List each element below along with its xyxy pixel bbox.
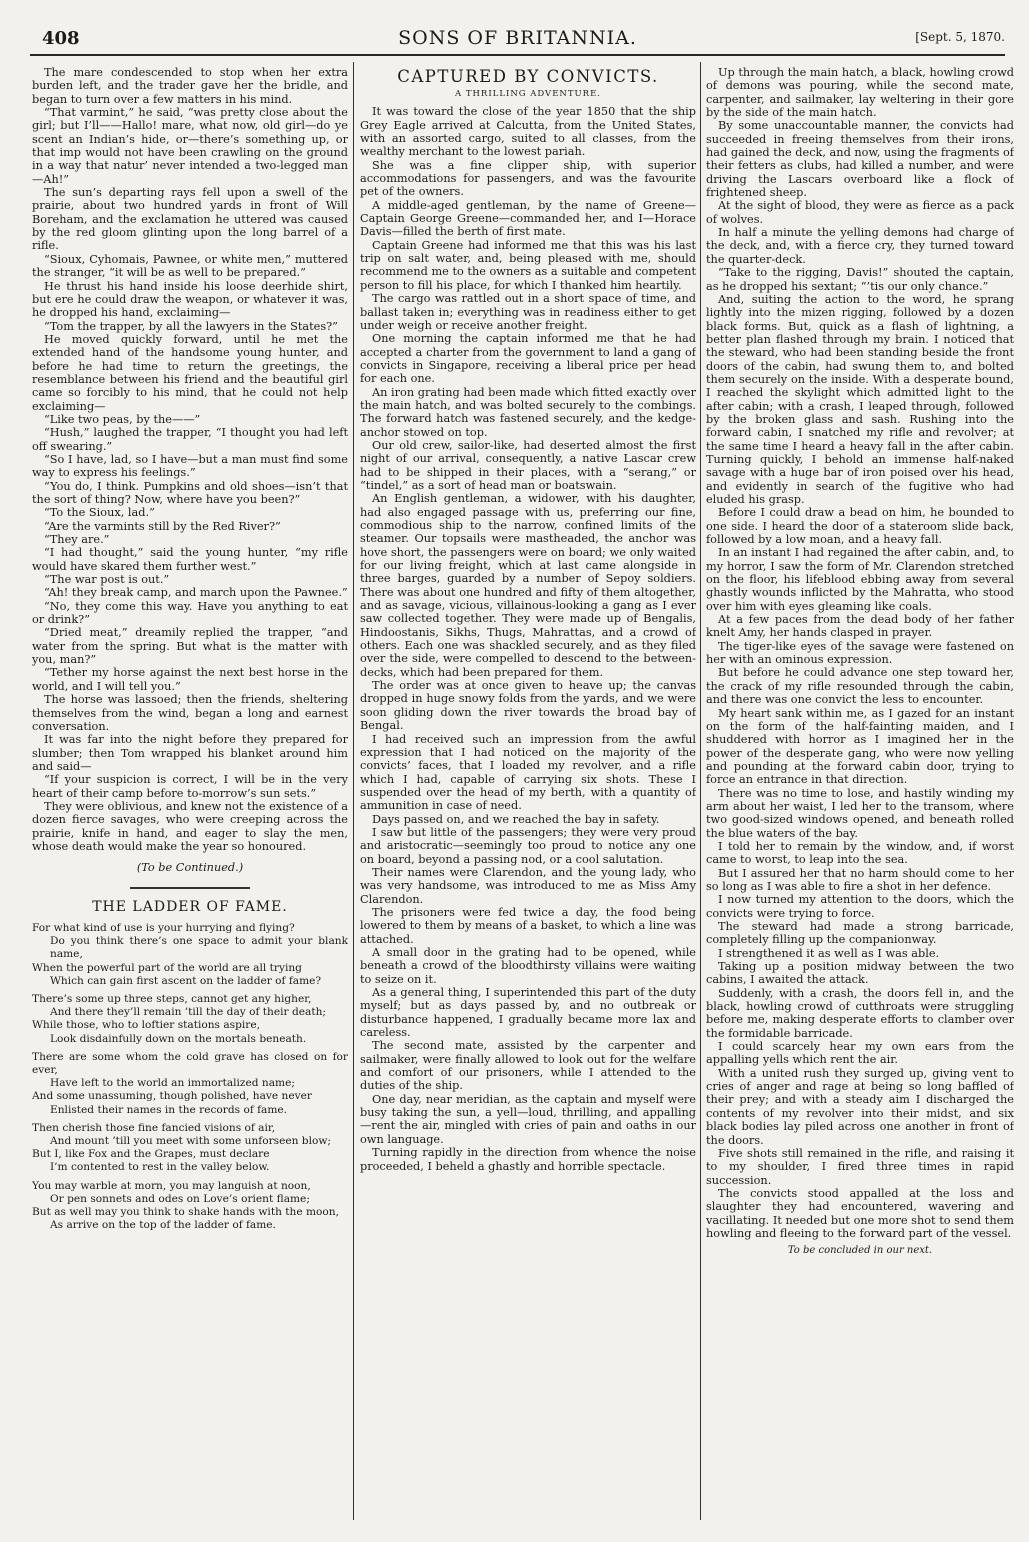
paragraph: Our old crew, sailor-like, had deserted almost the first night of our arrival, consequently, a native Lascar crew had to be shipped in their places, with a “serang,” or “tindel,” as a sort of head man or boatswain. <box>360 438 696 492</box>
paragraph: “To the Sioux, lad.” <box>44 506 155 520</box>
paragraph: By some unaccountable manner, the convicts had succeeded in freeing themselves from their irons, had gained the deck, and now, using the fragments of their fetters as clubs, had killed a number, and were driving the Lascars overboard like a flock of frightened sheep. <box>706 119 1014 200</box>
paragraph: But I assured her that no harm should come to her so long as I was able to fire a shot in her defence. <box>706 866 1014 893</box>
paragraph: And, suiting the action to the word, he sprang lightly into the mizen rigging, followed by a dozen black forms. But, quick as a flash of lightning, a better plan flashed through my brain. I noticed that the steward, who had been standing beside the front doors of the cabin, had swung them to, and bolted them securely on the inside. With a desperate bound, I reached the skylight which admitted light to the after cabin; with a crash, I leaped through, followed by the broken glass and sash. Rushing into the forward cabin, I snatched my rifle and revolver; at the same time I heard a heavy fall in the after cabin. Turning quickly, I behold an immense half-naked savage with a huge bar of iron poised over his head, and evidently in search of the fugitive who had eluded his grasp. <box>706 292 1014 506</box>
paragraph: In an instant I had regained the after cabin, and, to my horror, I saw the form of Mr. Clarendon stretched on the floor, his lifeblood ebbing away from several ghastly wounds inflicted by the Mahratta, who stood over him with eyes gleaming like coals. <box>706 546 1014 613</box>
poem-line: You may warble at morn, you may languish at noon, <box>32 1179 311 1192</box>
serial-story-continuation <box>32 66 348 853</box>
poem-line: Enlisted their names in the records of fame. <box>50 1103 288 1116</box>
paragraph: The order was at once given to heave up; the canvas dropped in huge snowy folds from the yards, and we were soon gliding down the river towards the broad bay of Bengal. <box>360 679 696 733</box>
paragraph: As a general thing, I superintended this part of the duty myself; but as days passed by, and no outbreak or disturbance happened, I gradually became more lax and careless. <box>360 986 696 1040</box>
page-number: 408 <box>42 28 80 49</box>
paragraph: An English gentleman, a widower, with his daughter, had also engaged passage with us, preferring our fine, commodious ship to the narrow, confined limits of the steamer. Our topsails were mastheaded, the anchor was hove short, the passengers were on board; we only waited for our living freight, which at last came alongside in three barges, guarded by a number of Sepoy soldiers. There was about one hundred and fifty of them altogether, and as savage, vicious, villainous-looking a gang as I ever saw collected together. They were made up of Bengalis, Hindoostanis, Sikhs, Thugs, Mahrattas, and a crowd of others. Each one was shackled securely, and as they filed over the side, were compelled to descend to the between-decks, which had been prepared for them. <box>360 492 696 679</box>
column-1 <box>32 66 348 1526</box>
paragraph: “Dried meat,” dreamily replied the trapper, “and water from the spring. But what is the matter with you, man?” <box>32 626 348 667</box>
paragraph: The cargo was rattled out in a short space of time, and ballast taken in; everything was in readiness either to get under weigh or receive another freight. <box>360 292 696 332</box>
paragraph: Up through the main hatch, a black, howling crowd of demons was pouring, while the second mate, carpenter, and sailmaker, lay weltering in their gore by the side of the main hatch. <box>706 66 1014 120</box>
poem-body <box>32 922 348 1237</box>
paragraph: “Ah! they break camp, and march upon the Pawnee.” <box>44 586 348 600</box>
paragraph: One day, near meridian, as the captain and myself were busy taking the sun, a yell—loud, thrilling, and appalling—rent the air, mingled with cries of pain and oaths in our own language. <box>360 1092 696 1146</box>
column-2 <box>360 66 696 1526</box>
poem-line: While those, who to loftier stations aspire, <box>32 1019 260 1032</box>
poem-line: Have left to the world an immortalized name; <box>50 1077 295 1090</box>
paragraph: “You do, I think. Pumpkins and old shoes—isn’t that the sort of thing? Now, where have you been?” <box>32 479 348 506</box>
paragraph: The second mate, assisted by the carpenter and sailmaker, were finally allowed to look out for the welfare and comfort of our prisoners, while I attended to the duties of the ship. <box>360 1039 696 1093</box>
poem-line: Look disdainfully down on the mortals beneath. <box>50 1032 307 1045</box>
poem-line: I’m contented to rest in the valley below. <box>50 1161 270 1174</box>
to-be-concluded: To be concluded in our next. <box>787 1245 933 1257</box>
paragraph: I strengthened it as well as I was able. <box>718 946 940 960</box>
column-rule-2 <box>700 62 701 1520</box>
paragraph: He thrust his hand inside his loose deerhide shirt, but ere he could draw the weapon, or whatever it was, he dropped his hand, exclaiming— <box>32 279 348 320</box>
poem-line: But as well may you think to shake hands with the moon, <box>32 1206 339 1219</box>
paragraph: “The war post is out.” <box>44 573 170 587</box>
paragraph: The steward had made a strong barricade, completely filling up the companionway. <box>706 920 1014 947</box>
paragraph: “Tom the trapper, by all the lawyers in the States?” <box>44 319 338 333</box>
paragraph: The horse was lassoed; then the friends, sheltering themselves from the wind, began a long and earnest conversation. <box>32 693 348 733</box>
paragraph: The convicts stood appalled at the loss and slaughter they had encountered, wavering and vacillating. It needed but one more shot to send them howling and fleeing to the forward part of the vessel. <box>706 1186 1014 1240</box>
paragraph: I could scarcely hear my own ears from the appalling yells which rent the air. <box>706 1040 1014 1067</box>
paragraph: They were oblivious, and knew not the existence of a dozen fierce savages, who were creeping across the prairie, knife in hand, and eager to slay the men, whose death would make the year so honoured. <box>32 799 348 853</box>
paragraph: One morning the captain informed me that he had accepted a charter from the government to land a gang of convicts in Singapore, receiving a liberal price per head for each one. <box>360 332 696 386</box>
poem-line: As arrive on the top of the ladder of fame. <box>50 1219 276 1232</box>
story-part-2 <box>706 66 1014 1240</box>
paragraph: The prisoners were fed twice a day, the food being lowered to them by means of a basket, to which a line was attached. <box>360 905 696 946</box>
paragraph: It was far into the night before they prepared for slumber; then Tom wrapped his blanket around him and said— <box>32 733 348 773</box>
paragraph: “If your suspicion is correct, I will be in the very heart of their camp before to-morrow’s sun sets.” <box>32 773 348 800</box>
paragraph: Turning rapidly in the direction from whence the noise proceeded, I beheld a ghastly and horrible spectacle. <box>360 1146 696 1173</box>
paragraph: A middle-aged gentleman, by the name of Greene—Captain George Greene—commanded her, and I—Horace Davis—filled the berth of first mate. <box>360 198 696 239</box>
paragraph: I saw but little of the passengers; they were very proud and aristocratic—seemingly too proud to notice any one on board, beyond a passing nod, or a cool salutation. <box>360 825 696 866</box>
poem-line: Then cherish those fine fancied visions of air, <box>32 1121 276 1134</box>
page-header <box>30 24 1005 56</box>
paragraph: “They are.” <box>44 533 110 547</box>
story-part-1 <box>360 105 696 1173</box>
poem-line: And there they’ll remain ’till the day of their death; <box>50 1006 326 1019</box>
paragraph: The tiger-like eyes of the savage were fastened on her with an ominous expression. <box>706 639 1014 667</box>
section-divider <box>130 887 250 889</box>
to-be-continued: (To be Continued.) <box>136 861 244 875</box>
paragraph: Days passed on, and we reached the bay in safety. <box>372 812 660 826</box>
poem-line: When the powerful part of the world are all trying <box>32 961 302 974</box>
poem-line: For what kind of use is your hurrying and flying? <box>32 921 295 934</box>
stanza-gap <box>32 1232 348 1237</box>
paragraph: The mare condescended to stop when her extra burden left, and the trader gave her the bridle, and began to turn over a few matters in his mind. <box>32 66 348 106</box>
paragraph: I now turned my attention to the doors, which the convicts were trying to force. <box>706 893 1014 920</box>
poem-line: There are some whom the cold grave has closed on for ever, <box>32 1050 348 1076</box>
poem-line: Which can gain first ascent on the ladder of fame? <box>50 974 322 987</box>
poem-line: But I, like Fox and the Grapes, must declare <box>32 1148 270 1161</box>
paragraph: Taking up a position midway between the two cabins, I awaited the attack. <box>706 960 1014 987</box>
paragraph: “Like two peas, by the——” <box>44 412 201 426</box>
paragraph: There was no time to lose, and hastily winding my arm about her waist, I led her to the transom, where two good-sized windows opened, and beneath rolled the blue waters of the bay. <box>706 786 1014 840</box>
paragraph: She was a fine clipper ship, with superior accommodations for passengers, and was the favourite pet of the owners. <box>360 158 696 199</box>
paragraph: He moved quickly forward, until he met the extended hand of the handsome young hunter, and before he had time to return the greetings, the resemblance between his friend and the beautiful girl came so forcibly to his mind, that he could not help exclaiming— <box>32 332 348 413</box>
poem-line: Or pen sonnets and odes on Love’s orient flame; <box>50 1192 310 1205</box>
paragraph: “Hush,” laughed the trapper, “I thought you had left off swearing.” <box>32 426 348 453</box>
paragraph: Their names were Clarendon, and the young lady, who was very handsome, was introduced to me as Miss Amy Clarendon. <box>360 865 696 906</box>
paragraph: The sun’s departing rays fell upon a swell of the prairie, about two hundred yards in front of Will Boreham, and the exclamation he uttered was caused by the red gloom glinting upon the long barrel of a rifle. <box>32 186 348 253</box>
paragraph: At the sight of blood, they were as fierce as a pack of wolves. <box>706 199 1014 226</box>
paragraph: Before I could draw a bead on him, he bounded to one side. I heard the door of a stateroom slide back, followed by a low moan, and a heavy fall. <box>706 506 1014 547</box>
paragraph: Captain Greene had informed me that this was his last trip on salt water, and, being pleased with me, should recommend me to the owners as a suitable and competent person to fill his place, for which I thanked him heartily. <box>360 238 696 292</box>
poem-line: There’s some up three steps, cannot get any higher, <box>32 992 312 1005</box>
paragraph: “Take to the rigging, Davis!” shouted the captain, as he dropped his sextant; “’tis our only chance.” <box>706 266 1014 293</box>
column-3 <box>706 66 1014 1526</box>
poem-line: Do you think there’s one space to admit your blank name, <box>50 935 348 961</box>
poem-line: And mount ’till you meet with some unforseen blow; <box>50 1135 331 1148</box>
paragraph: Suddenly, with a crash, the doors fell in, and the black, howling crowd of cutthroats were struggling before me, making desperate efforts to clamber over the formidable barricade. <box>706 986 1014 1040</box>
paragraph: With a united rush they surged up, giving vent to cries of anger and rage at being so long baffled of their prey; and with a steady aim I discharged the contents of my revolver into their midst, and six black bodies lay piled across one another in front of the doors. <box>706 1066 1014 1147</box>
paragraph: “That varmint,” he said, “was pretty close about the girl; but I’ll——Hallo! mare, what now, old girl—do ye scent an Indian’s hide, or—there’s something up, or that imp would not have been crawling on the ground in a way that natur’ never intended a two-legged man—Ah!” <box>32 106 348 186</box>
paragraph: “Are the varmints still by the Red River?” <box>44 519 281 533</box>
publication-title: SONS OF BRITANNIA. <box>398 27 637 49</box>
paragraph: “No, they come this way. Have you anything to eat or drink?” <box>32 599 348 627</box>
paragraph: In half a minute the yelling demons had charge of the deck, and, with a fierce cry, they turned toward the quarter-deck. <box>706 226 1014 266</box>
paragraph: “Sioux, Cyhomais, Pawnee, or white men,” muttered the stranger, “it will be as well to be prepared.” <box>32 252 348 280</box>
paragraph: “Tether my horse against the next best horse in the world, and I will tell you.” <box>32 666 348 693</box>
paragraph: It was toward the close of the year 1850 that the ship Grey Eagle arrived at Calcutta, from the United States, with an assorted cargo, suited to all classes, from the wealthy merchant to the lowest pariah. <box>360 105 696 159</box>
paragraph: I told her to remain by the window, and, if worst came to worst, to leap into the sea. <box>706 839 1014 867</box>
paragraph: An iron grating had been made which fitted exactly over the main hatch, and was bolted securely to the combings. The forward hatch was fastened securely, and the kedge-anchor stowed on top. <box>360 385 696 439</box>
paragraph: But before he could advance one step toward her, the crack of my rifle resounded through the cabin, and there was one convict the less to encounter. <box>706 666 1014 707</box>
paragraph: “I had thought,” said the young hunter, “my rifle would have skared them further west.” <box>32 546 348 573</box>
paragraph: “So I have, lad, so I have—but a man must find some way to express his feelings.” <box>32 452 348 480</box>
paragraph: Five shots still remained in the rifle, and raising it to my shoulder, I fired three times in rapid succession. <box>706 1146 1014 1187</box>
paragraph: At a few paces from the dead body of her father knelt Amy, her hands clasped in prayer. <box>706 613 1014 640</box>
poem-line: And some unassuming, though polished, have never <box>32 1090 312 1103</box>
paragraph: My heart sank within me, as I gazed for an instant on the form of the half-fainting maiden, and I shuddered with horror as I imagined her in the power of the desperate gang, who were now yelling and pounding at the forward cabin door, trying to force an entrance in that direction. <box>706 706 1014 787</box>
story-subtitle: A THRILLING ADVENTURE. <box>455 89 601 99</box>
issue-date: [Sept. 5, 1870. <box>915 30 1005 44</box>
paragraph: I had received such an impression from the awful expression that I had noticed on the majority of the convicts’ faces, that I loaded my revolver, and a rifle which I had, capable of carrying six shots. These I suspended over the head of my berth, with a quantity of ammunition in case of need. <box>360 732 696 813</box>
poem-title: THE LADDER OF FAME. <box>92 898 288 915</box>
paragraph: A small door in the grating had to be opened, while beneath a crowd of the bloodthirsty villains were waiting to seize on it. <box>360 946 696 986</box>
story-title: CAPTURED BY CONVICTS. <box>397 67 659 86</box>
column-rule-1 <box>353 62 354 1520</box>
